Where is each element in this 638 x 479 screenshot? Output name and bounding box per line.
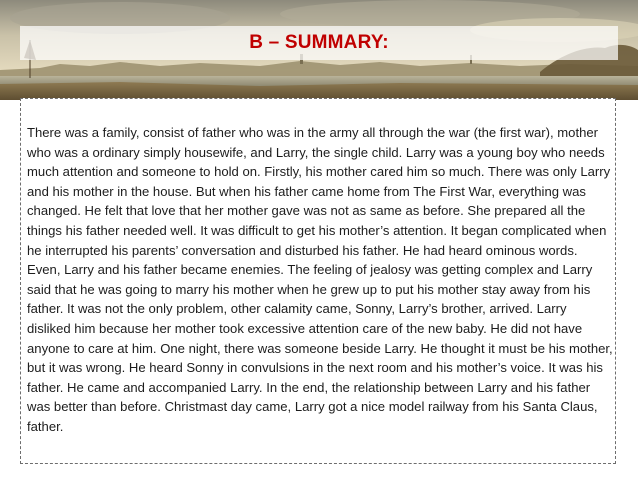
landscape-banner bbox=[0, 0, 638, 100]
summary-text-box bbox=[20, 98, 616, 464]
slide-title: B – SUMMARY: bbox=[249, 32, 389, 53]
summary-paragraph: There was a family, consist of father who was in the army all through the war (the first war), mother who was a ordinary simply housewife, and Larry, the single child. Larry was a young boy who needs much attention and someone to hold on. Firstly, his mother cared him so much. There was only Larry and his mother in the house. But when his father came home from The First War, everything was changed. He felt that love that her mother gave was not as same as before. She prepared all the things his father needed well. It was difficult to get his mother’s attention. It began complicated when he interrupted his parents’ conversation and disturbed his father. He had heard ominous words. Even, Larry and his father became enemies. The feeling of jealosy was getting complex and Larry said that he was going to marry his mother when he grew up to put his mother stay away from his father. It was not the only problem, other calamity came, Sonny, Larry’s brother, arrived. Larry disliked him because her mother took excessive attention care of the new baby. He did not have anyone to care at him. One night, there was someone beside Larry. He thought it must be his mother, but it was wrong. He heard Sonny in convulsions in the next room and his mother’s voice. It was his father. He came and accompanied Larry. In the end, the relationship between Larry and his father was better than before. Christmast day came, Larry got a nice model railway from his Santa Claus, father. bbox=[27, 125, 613, 434]
title-strip bbox=[20, 26, 618, 60]
